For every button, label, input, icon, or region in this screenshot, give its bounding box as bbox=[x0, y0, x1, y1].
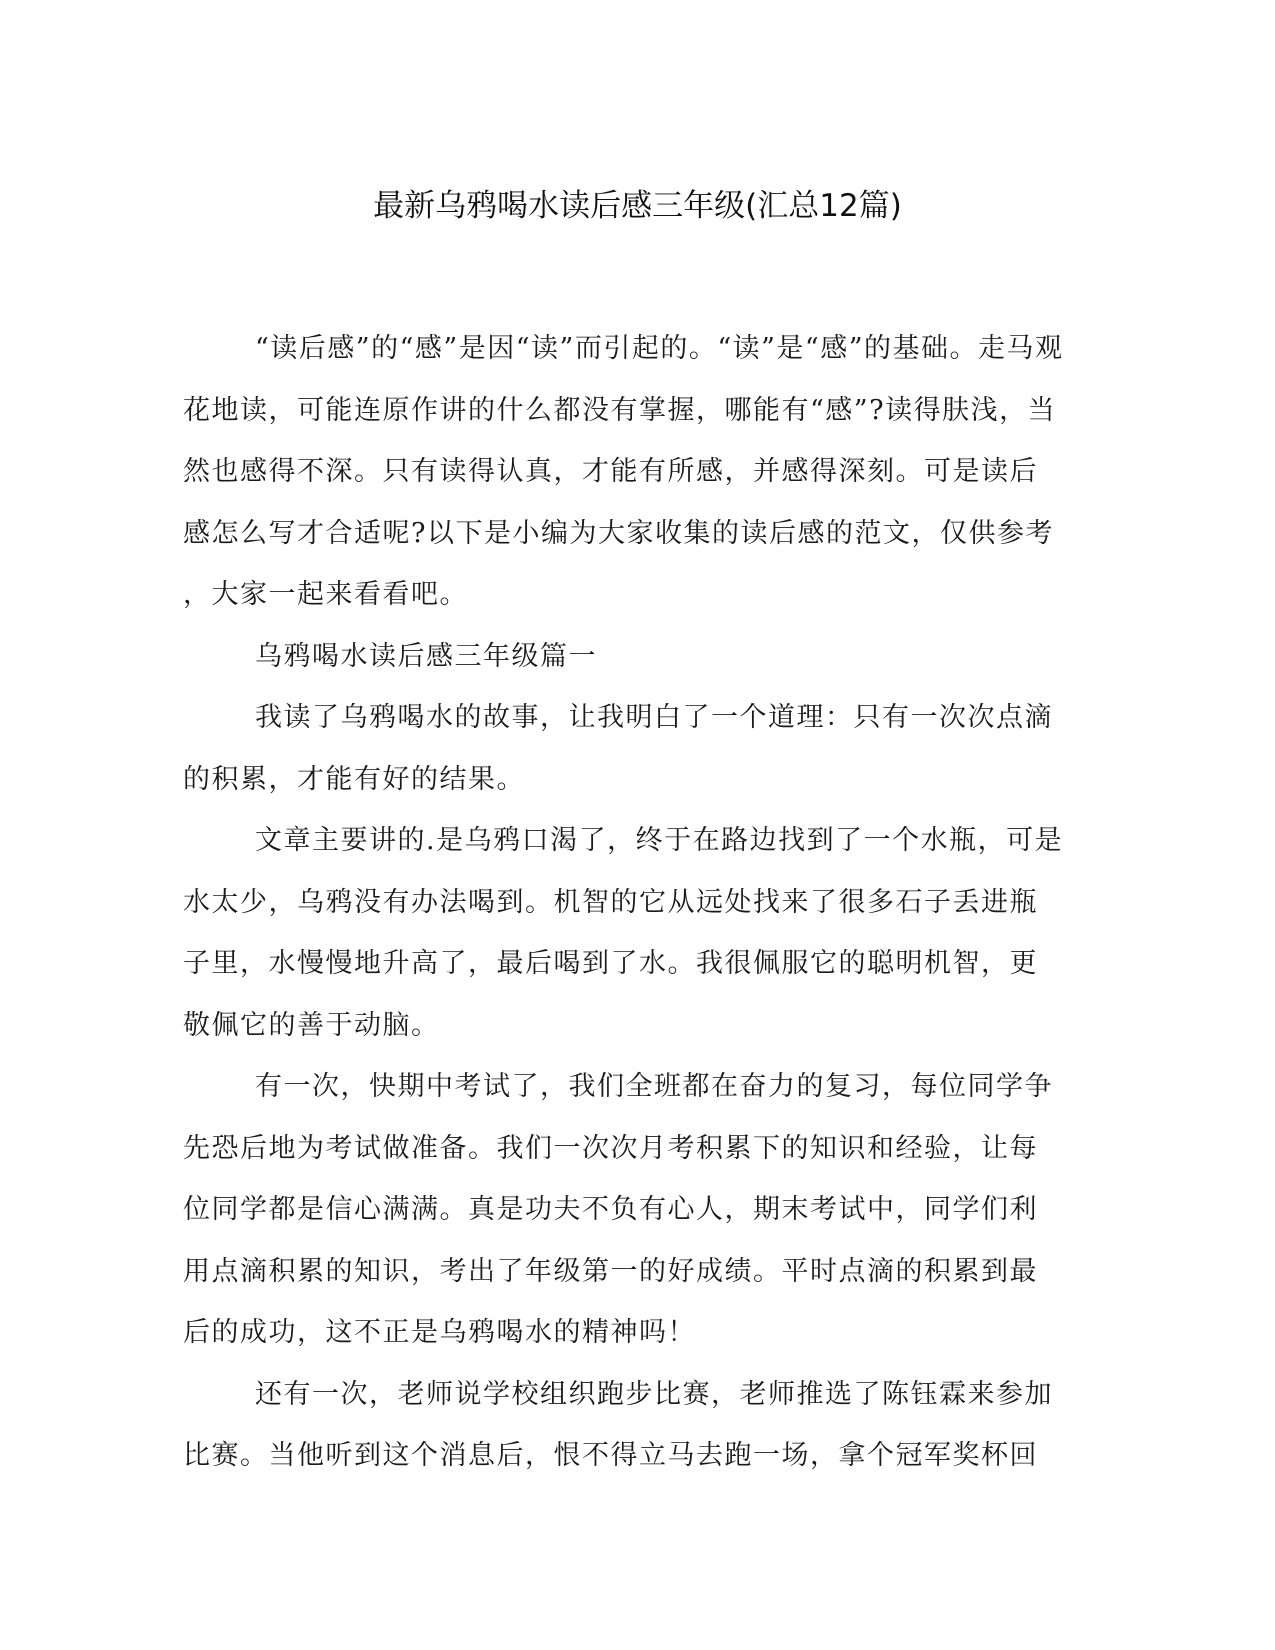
section-heading: 乌鸦喝水读后感三年级篇一 bbox=[255, 640, 597, 672]
paragraph-line: 然也感得不深。只有读得认真，才能有所感，并感得深刻。可是读后 bbox=[183, 456, 1038, 487]
paragraph-line: 文章主要讲的.是乌鸦口渴了，终于在路边找到了一个水瓶，可是 bbox=[255, 825, 1064, 856]
paragraph-line: 感怎么写才合适呢?以下是小编为大家收集的读后感的范文，仅供参考 bbox=[183, 517, 1054, 549]
document-title: 最新乌鸦喝水读后感三年级(汇总12篇) bbox=[373, 188, 902, 224]
paragraph-line: 先恐后地为考试做准备。我们一次次月考积累下的知识和经验，让每 bbox=[183, 1132, 1038, 1164]
paragraph-line: 敬佩它的善于动脑。 bbox=[183, 1009, 440, 1041]
paragraph-line: 后的成功，这不正是乌鸦喝水的精神吗！ bbox=[183, 1317, 696, 1348]
paragraph-line: 还有一次，老师说学校组织跑步比赛，老师推选了陈钰霖来参加 bbox=[255, 1378, 1053, 1410]
paragraph-line: 的积累，才能有好的结果。 bbox=[183, 763, 525, 795]
paragraph-line: 有一次，快期中考试了，我们全班都在奋力的复习，每位同学争 bbox=[255, 1071, 1053, 1102]
paragraph-line: 我读了乌鸦喝水的故事，让我明白了一个道理：只有一次次点滴 bbox=[255, 702, 1053, 733]
paragraph-line: 用点滴积累的知识，考出了年级第一的好成绩。平时点滴的积累到最 bbox=[183, 1255, 1038, 1287]
paragraph-line: 比赛。当他听到这个消息后，恨不得立马去跑一场，拿个冠军奖杯回 bbox=[183, 1440, 1038, 1471]
paragraph-line: 位同学都是信心满满。真是功夫不负有心人，期末考试中，同学们利 bbox=[183, 1194, 1038, 1225]
paragraph-line: ，大家一起来看看吧。 bbox=[183, 579, 468, 610]
document-body bbox=[183, 318, 1064, 1487]
paragraph-line: 子里，水慢慢地升高了，最后喝到了水。我很佩服它的聪明机智，更 bbox=[183, 948, 1038, 979]
paragraph-line: 水太少，乌鸦没有办法喝到。机智的它从远处找来了很多石子丢进瓶 bbox=[183, 886, 1038, 918]
paragraph-line: 花地读，可能连原作讲的什么都没有掌握，哪能有“感”?读得肤浅，当 bbox=[183, 394, 1057, 426]
paragraph-line: “读后感”的“感”是因“读”而引起的。“读”是“感”的基础。走马观 bbox=[255, 333, 1064, 364]
